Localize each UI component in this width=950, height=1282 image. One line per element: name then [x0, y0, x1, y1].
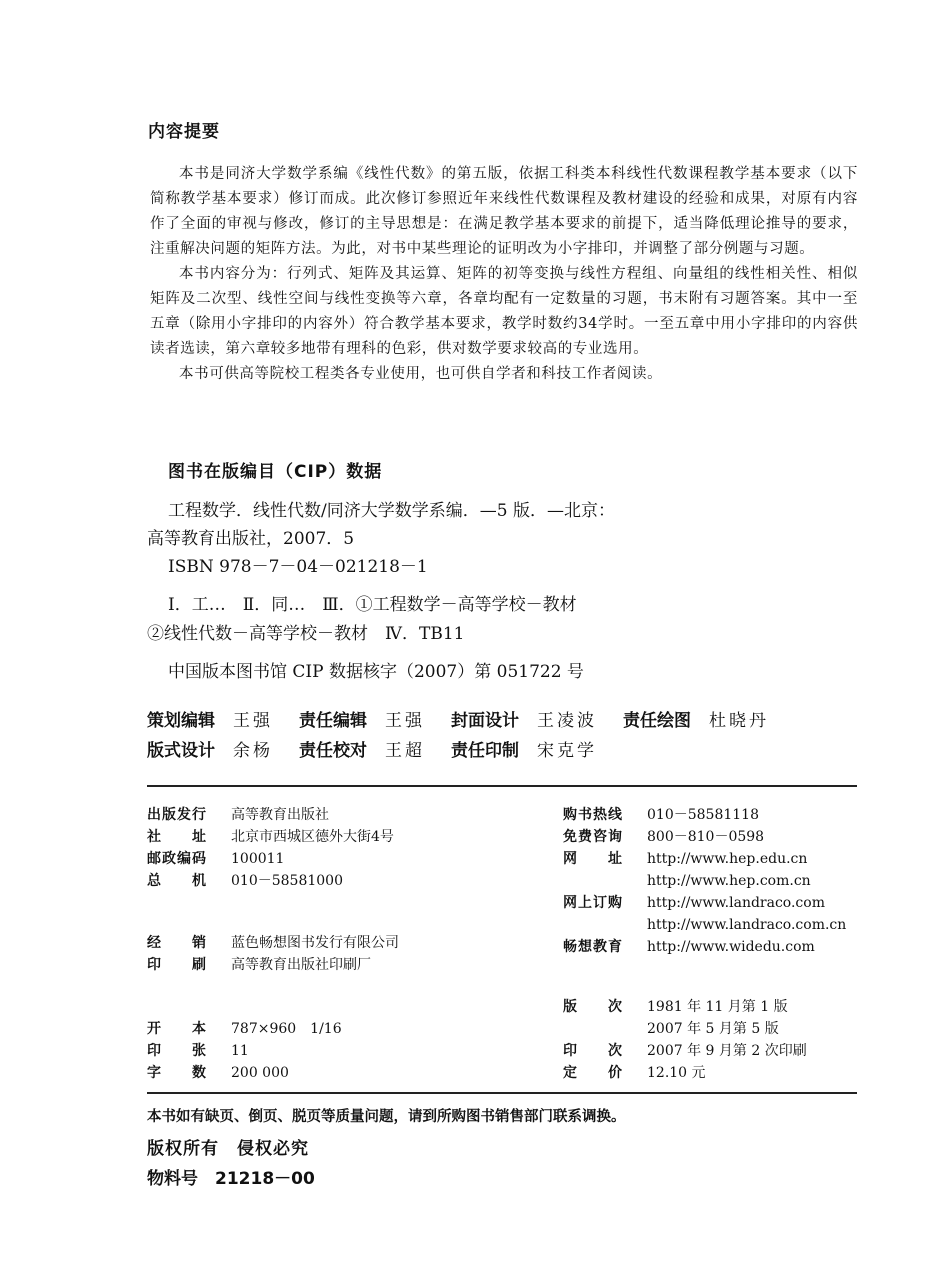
summary-paragraph-3: 本书可供高等院校工程类各专业使用，也可供自学者和科技工作者阅读。: [179, 366, 663, 382]
cip-classification-2: ②线性代数－高等学校－教材 Ⅳ．TB11: [147, 624, 465, 644]
pub-right-row: 免费咨询 800－810－0598: [563, 829, 765, 845]
divider-top: [147, 785, 857, 787]
pub-left-row: 出版发行 高等教育出版社: [147, 807, 329, 823]
pub-right-row: 2007 年 5 月第 5 版: [647, 1021, 779, 1037]
credit-label: 责任校对: [299, 741, 367, 761]
cip-line-2: 高等教育出版社，2007．5: [147, 529, 355, 549]
material-number: 物料号 21218－00: [147, 1169, 315, 1189]
pub-right-row: 畅想教育 http://www.widedu.com: [563, 939, 815, 955]
summary-paragraph-1: 本书是同济大学数学系编《线性代数》的第五版，依据工科类本科线性代数课程教学基本要求（以下简称教学基本要求）修订而成。此次修订参照近年来线性代数课程及教材建设的经验和成果，对原有内容作了全面的审视与修改，修订的主导思想是：在满足教学基本要求的前提下，适当降低理论推导的要求，注重解决问题的矩阵方法。为此，对书中某些理论的证明改为小字排印，并调整了部分例题与习题。: [150, 166, 858, 257]
cip-record-number: 中国版本图书馆 CIP 数据核字（2007）第 051722 号: [168, 662, 584, 682]
pub-left-row: 社 址 北京市西城区德外大街4号: [147, 829, 394, 845]
pub-right-row: 印 次 2007 年 9 月第 2 次印刷: [563, 1043, 807, 1059]
pub-right-row: 购书热线 010－58581118: [563, 807, 759, 823]
pub-right-row: 网 址 http://www.hep.edu.cn: [563, 851, 808, 867]
pub-right-row: 版 次 1981 年 11 月第 1 版: [563, 999, 788, 1015]
pub-left-row: 开 本 787×960 1/16: [147, 1021, 342, 1037]
cip-line-1: 工程数学．线性代数/同济大学数学系编．—5 版．—北京：: [168, 501, 615, 521]
credits-row-2: [147, 736, 623, 761]
pub-right-row: 网上订购 http://www.landraco.com: [563, 895, 825, 911]
credit-label: 策划编辑: [147, 711, 215, 731]
pub-right-row: http://www.landraco.com.cn: [647, 917, 847, 933]
credit-name: 杜晓丹: [709, 711, 769, 731]
credit-name: 宋克学: [537, 741, 597, 761]
divider-bottom: [147, 1092, 857, 1094]
pub-left-row: 印 张 11: [147, 1043, 249, 1059]
cip-heading: 图书在版编目（CIP）数据: [168, 462, 383, 482]
pub-left-row: 印 刷 高等教育出版社印刷厂: [147, 957, 371, 973]
credit-label: 封面设计: [451, 711, 519, 731]
credit-name: 王超: [385, 741, 425, 761]
credit-name: 王凌波: [537, 711, 597, 731]
cip-classification-1: Ⅰ．工… Ⅱ．同… Ⅲ．①工程数学－高等学校－教材: [168, 595, 577, 615]
credit-label: 版式设计: [147, 741, 215, 761]
summary-paragraph-2: 本书内容分为：行列式、矩阵及其运算、矩阵的初等变换与线性方程组、向量组的线性相关性、相似矩阵及二次型、线性空间与线性变换等六章，各章均配有一定数量的习题，书末附有习题答案。其中一至五章（除用小字排印的内容外）符合教学基本要求，教学时数约34学时。一至五章中用小字排印的内容供读者选读，第六章较多地带有理科的色彩，供对数学要求较高的专业选用。: [150, 266, 858, 357]
credit-name: 王强: [233, 711, 273, 731]
pub-right-row: 定 价 12.10 元: [563, 1065, 706, 1081]
pub-left-row: 字 数 200 000: [147, 1065, 289, 1081]
credit-name: 余杨: [233, 741, 273, 761]
pub-left-row: 经 销 蓝色畅想图书发行有限公司: [147, 935, 399, 951]
copyright-notice: 版权所有 侵权必究: [147, 1139, 309, 1159]
summary-heading: 内容提要: [148, 122, 220, 142]
pub-left-row: 邮政编码 100011: [147, 851, 285, 867]
credit-label: 责任绘图: [623, 711, 691, 731]
pub-left-row: 总 机 010－58581000: [147, 873, 343, 889]
credit-label: 责任编辑: [299, 711, 367, 731]
credit-label: 责任印制: [451, 741, 519, 761]
summary-body: [150, 162, 858, 387]
cip-isbn: ISBN 978－7－04－021218－1: [168, 557, 428, 577]
pub-right-row: http://www.hep.com.cn: [647, 873, 811, 889]
credits-row-1: [147, 706, 769, 731]
quality-notice: 本书如有缺页、倒页、脱页等质量问题，请到所购图书销售部门联系调换。: [147, 1109, 626, 1125]
credit-name: 王强: [385, 711, 425, 731]
